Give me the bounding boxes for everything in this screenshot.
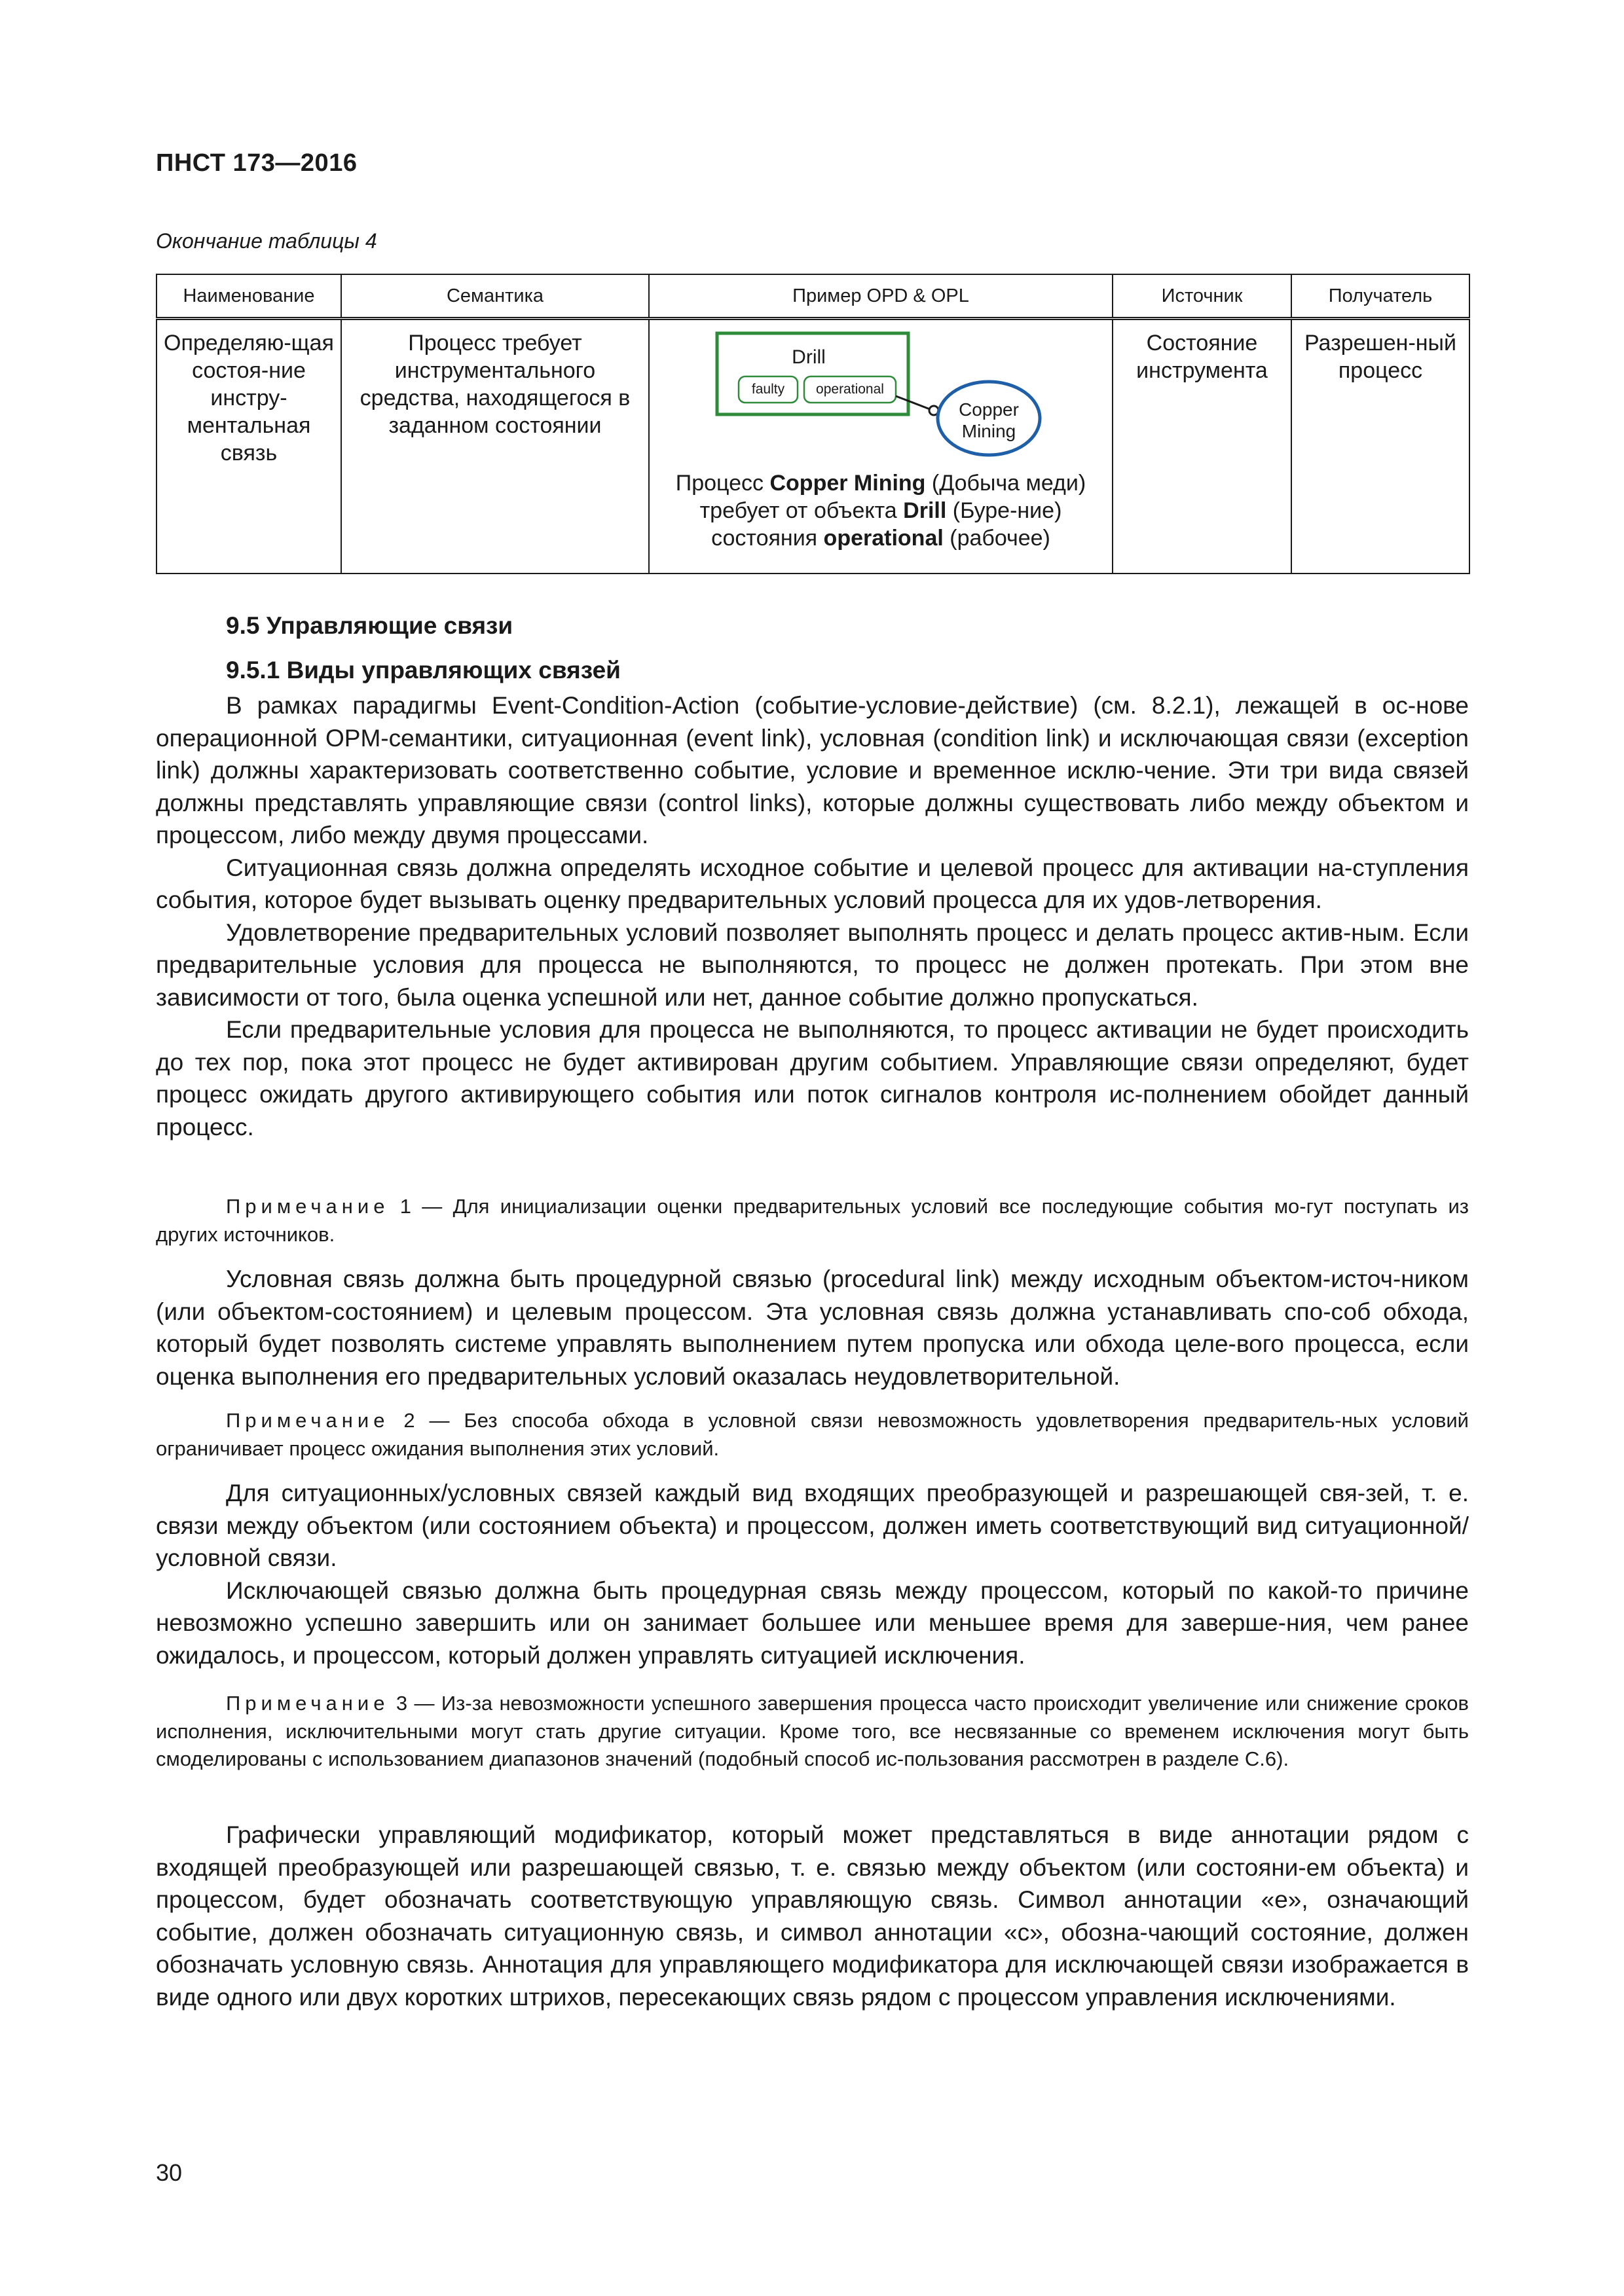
note-prefix: Примечание <box>226 1409 390 1432</box>
opl-text-2: (Добыча меди) требует от объекта <box>699 471 1086 523</box>
opl-state-name: operational <box>823 526 944 551</box>
column-header-semantics: Семантика <box>341 274 649 319</box>
cell-example <box>649 319 1113 574</box>
note-body: 1 — Для инициализации оценки предварительных условий все последующие события мо-гут поступать из других источников. <box>156 1195 1469 1246</box>
opl-object-name: Drill <box>903 498 947 523</box>
note-text <box>156 1407 1469 1463</box>
cell-source: Состояние инструмента <box>1113 319 1291 574</box>
object-drill-label: Drill <box>792 346 826 368</box>
paragraph: Ситуационная связь должна определять исходное событие и целевой процесс для активации на-ступления события, которое будет вызывать оценку предварительных условий процесса для их удов-летворения. <box>156 854 1469 913</box>
state-faulty-label: faulty <box>751 382 785 397</box>
document-code: ПНСТ 173—2016 <box>156 149 358 177</box>
paragraph: Удовлетворение предварительных условий позволяет выполнять процесс и делать процесс актив-ным. Если предварительные условия для процесса не выполняются, то процесс не должен протекать. При этом вне зависимости от того, была оценка успешной или нет, данное событие должно пропускаться. <box>156 919 1469 1011</box>
column-header-source: Источник <box>1113 274 1291 319</box>
opl-text-4: (рабочее) <box>943 526 1050 551</box>
note-text <box>156 1193 1469 1248</box>
note-1 <box>156 1193 1469 1248</box>
cell-target: Разрешен-ный процесс <box>1291 319 1469 574</box>
paragraph: Графически управляющий модификатор, который может представляться в виде аннотации рядом с входящей преобразующей или разрешающей связью, т. е. связью между объектом (или состояни-ем объекта) и процессом, будет обозначать соответствующую управляющую связь. Символ аннотации «e», означающий событие, должен обозначать ситуационную связь, и символ аннотации «c», обозна-чающий состояние, должен обозначать условную связь. Аннотация для управляющего модификатора для исключающей связи изображается в виде одного или двух коротких штрихов, пересекающих связь рядом с процессом управления исключениями. <box>156 1821 1469 2011</box>
paragraph: Если предварительные условия для процесса не выполняются, то процесс активации не будет происходить до тех пор, пока этот процесс не будет активирован другим событием. Управляющие связи определяют, будет процесс ожидать другого активирующего события или поток сигналов контроля ис-полнением обойдет данный процесс. <box>156 1016 1469 1140</box>
paragraph: Для ситуационных/условных связей каждый вид входящих преобразующей и разрешающей свя-зей, т. е. связи между объектом (или состоянием объекта) и процессом, должен иметь соответствующий вид ситуационной/условной связи. <box>156 1480 1469 1571</box>
opd-diagram <box>697 329 1064 460</box>
body-block-2 <box>156 1263 1469 1393</box>
opl-text-3: (Буре-ние) состояния <box>711 498 1062 551</box>
cell-semantics: Процесс требует инструментального средства, находящегося в заданном состоянии <box>341 319 649 574</box>
process-label-line-2: Mining <box>961 421 1016 441</box>
column-header-name: Наименование <box>157 274 341 319</box>
opl-text-1: Процесс <box>675 471 770 496</box>
link-spec-table <box>156 274 1470 574</box>
table-caption: Окончание таблицы 4 <box>156 229 377 253</box>
paragraph: Исключающей связью должна быть процедурная связь между процессом, который по какой-то причине невозможно успешно завершить или он занимает большее или меньшее время для заверше-ния, чем ранее ожидалось, и процессом, который должен управлять ситуацией исключения. <box>156 1576 1469 1669</box>
paragraph: Условная связь должна быть процедурной связью (procedural link) между исходным объектом-источ-ником (или объектом-состоянием) и целевым процессом. Эта условная связь должна устанавливать спо-соб обхода, который будет позволять системе управлять выполнением путем пропуска или обхода целе-вого процесса, если оценка выполнения его предварительных условий оказалась неудовлетворительной. <box>156 1266 1469 1390</box>
note-text <box>156 1690 1469 1774</box>
body-block-4 <box>156 1819 1469 2013</box>
page-number: 30 <box>156 2159 183 2186</box>
column-header-target: Получатель <box>1291 274 1469 319</box>
note-2 <box>156 1407 1469 1463</box>
body-block-3 <box>156 1477 1469 1671</box>
column-header-example: Пример OPD & OPL <box>649 274 1113 319</box>
note-body: 2 — Без способа обхода в условной связи невозможность удовлетворения предваритель-ных условий ограничивает процесс ожидания выполнения этих условий. <box>156 1409 1469 1460</box>
body-block-1 <box>156 689 1469 1143</box>
opl-sentence <box>656 469 1105 552</box>
state-operational-label: operational <box>816 382 884 397</box>
process-label-line-1: Copper <box>959 399 1019 420</box>
table-row <box>157 319 1469 574</box>
note-body: 3 — Из-за невозможности успешного завершения процесса часто происходит увеличение или снижение сроков исполнения, исключительными могут стать другие ситуации. Кроме того, все несвязанные со временем исключения могут быть смоделированы с использованием диапазонов значений (подобный способ ис-пользования рассмотрен в разделе С.6). <box>156 1692 1469 1770</box>
section-heading-9-5: 9.5 Управляющие связи <box>226 612 513 639</box>
paragraph: В рамках парадигмы Event-Condition-Action (событие-условие-действие) (см. 8.2.1), лежащей в ос-нове операционной OPM-семантики, ситуационная (event link), условная (condition link) и исключающая связи (exception link) должны характеризовать соответственно событие, условие и временное исклю-чение. Эти три вида связей должны представлять управляющие связи (control links), которые должны существовать либо между объектом и процессом, либо между двумя процессами. <box>156 692 1469 848</box>
table-header-row <box>157 274 1469 319</box>
note-prefix: Примечание <box>226 1692 390 1715</box>
opl-process-name: Copper Mining <box>769 471 926 496</box>
note-3 <box>156 1690 1469 1774</box>
cell-name: Определяю-щая состоя-ние инстру-ментальная связь <box>157 319 341 574</box>
note-prefix: Примечание <box>226 1195 390 1218</box>
section-heading-9-5-1: 9.5.1 Виды управляющих связей <box>226 657 621 683</box>
